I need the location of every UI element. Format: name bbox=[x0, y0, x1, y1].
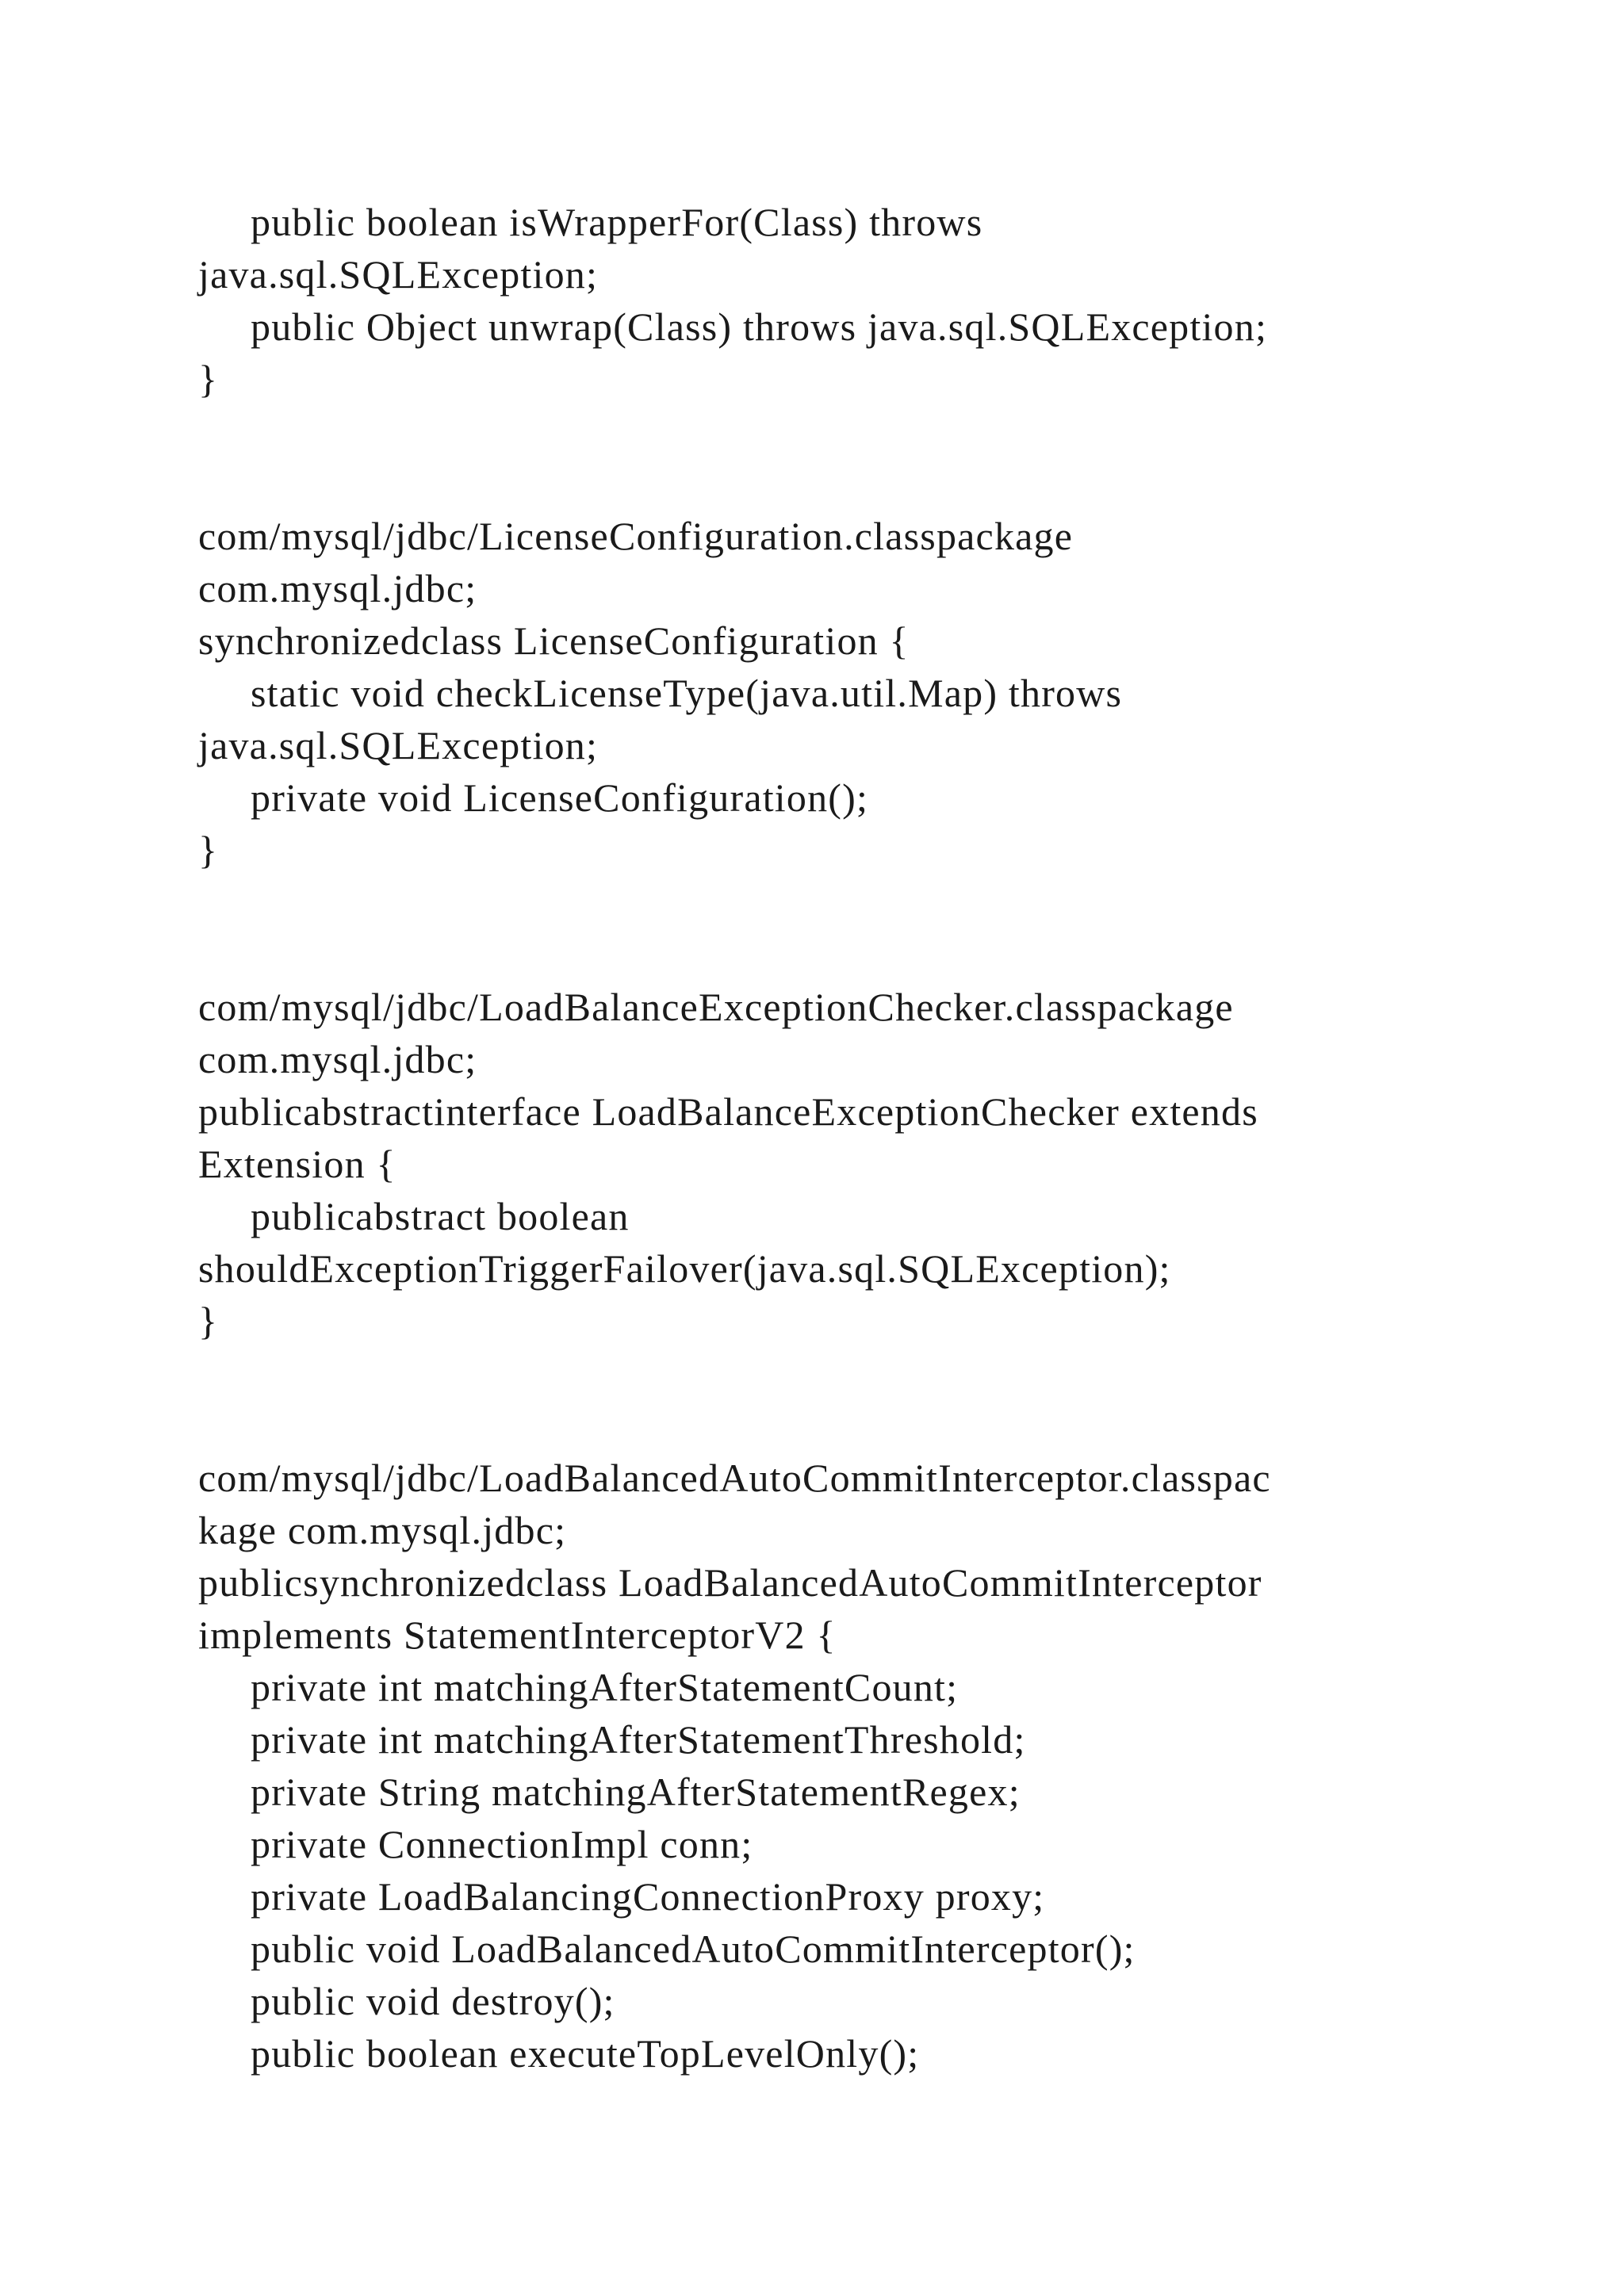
text-line: public boolean isWrapperFor(Class) throws bbox=[251, 200, 983, 244]
text-line: publicsynchronizedclass LoadBalancedAutoCommitInterceptor bbox=[198, 1560, 1262, 1605]
text-line: private ConnectionImpl conn; bbox=[251, 1822, 753, 1866]
text-line: publicabstractinterface LoadBalanceExceptionChecker extends bbox=[198, 1089, 1258, 1134]
blank-line bbox=[198, 405, 1507, 457]
text-line: } bbox=[198, 828, 219, 872]
text-line: com/mysql/jdbc/LoadBalanceExceptionChecker.classpackage bbox=[198, 985, 1234, 1029]
text-line: public void LoadBalancedAutoCommitInterceptor(); bbox=[251, 1927, 1136, 1971]
text-line: com.mysql.jdbc; bbox=[198, 566, 477, 610]
text-line: } bbox=[198, 1299, 219, 1343]
text-line: private LoadBalancingConnectionProxy proxy; bbox=[251, 1874, 1045, 1919]
blank-line bbox=[198, 876, 1507, 928]
text-line: private int matchingAfterStatementCount; bbox=[251, 1665, 959, 1709]
blank-line bbox=[198, 1347, 1507, 1399]
text-line: com/mysql/jdbc/LoadBalancedAutoCommitInterceptor.classpac bbox=[198, 1456, 1271, 1500]
text-line: private int matchingAfterStatementThreshold; bbox=[251, 1717, 1026, 1762]
text-line: } bbox=[198, 357, 219, 401]
text-line: static void checkLicenseType(java.util.Map) throws bbox=[251, 671, 1123, 715]
blank-line bbox=[198, 928, 1507, 981]
text-line: private String matchingAfterStatementRegex; bbox=[251, 1770, 1021, 1814]
text-line: implements StatementInterceptorV2 { bbox=[198, 1613, 837, 1657]
text-line: publicabstract boolean bbox=[251, 1194, 630, 1238]
text-line: com/mysql/jdbc/LicenseConfiguration.classpackage bbox=[198, 514, 1074, 558]
text-line: com.mysql.jdbc; bbox=[198, 1037, 477, 1081]
text-line: shouldExceptionTriggerFailover(java.sql.SQLException); bbox=[198, 1246, 1171, 1291]
text-line: Extension { bbox=[198, 1142, 396, 1186]
text-line: private void LicenseConfiguration(); bbox=[251, 775, 869, 820]
text-line: public Object unwrap(Class) throws java.sql.SQLException; bbox=[251, 304, 1268, 349]
text-line: kage com.mysql.jdbc; bbox=[198, 1508, 567, 1552]
text-line: java.sql.SQLException; bbox=[198, 723, 599, 767]
text-line: public boolean executeTopLevelOnly(); bbox=[251, 2031, 920, 2076]
blank-line bbox=[198, 1399, 1507, 1452]
text-line: public void destroy(); bbox=[251, 1979, 615, 2023]
text-line: synchronizedclass LicenseConfiguration { bbox=[198, 618, 910, 663]
text-line: java.sql.SQLException; bbox=[198, 252, 599, 297]
code-text-block bbox=[198, 196, 1507, 2080]
blank-line bbox=[198, 457, 1507, 510]
